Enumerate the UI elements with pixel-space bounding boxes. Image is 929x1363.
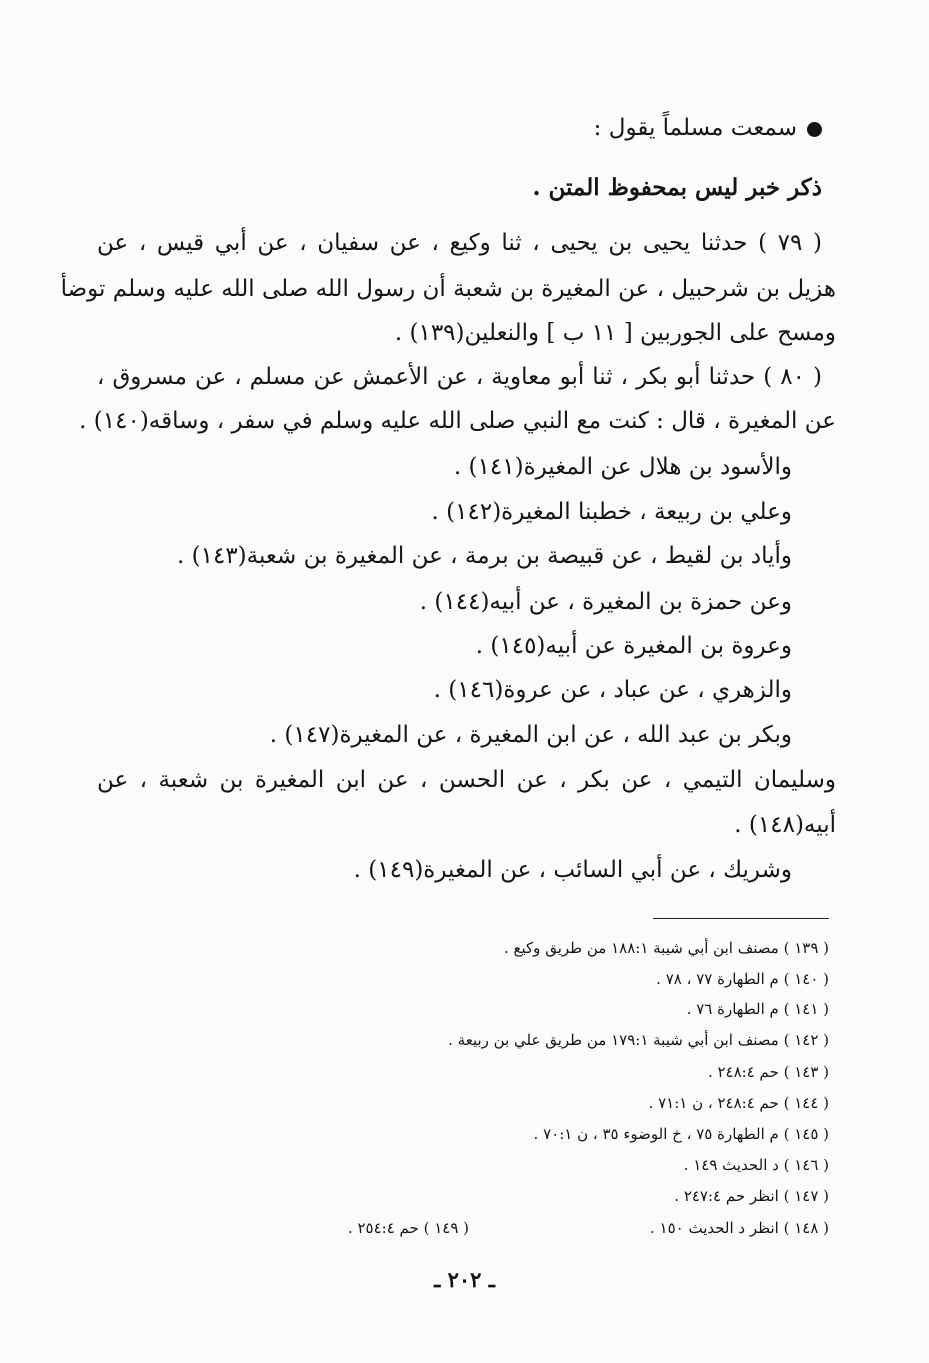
footnote: ( ١٤٥ ) م الطهارة ٧٥ ، خ الوضوء ٣٥ ، ن ٧٠:١ . [533,1125,829,1143]
text-line: وعروة بن المغيرة عن أبيه(١٤٥) . [475,633,792,659]
footnote: ( ١٤٠ ) م الطهارة ٧٧ ، ٧٨ . [656,970,829,988]
footnote: ( ١٤٢ ) مصنف ابن أبي شيبة ١٧٩:١ من طريق علي بن ربيعة . [448,1031,829,1049]
text-line: وعن حمزة بن المغيرة ، عن أبيه(١٤٤) . [419,589,792,615]
text-line: هزيل بن شرحبيل ، عن المغيرة بن شعبة أن رسول الله صلى الله عليه وسلم توضأ [60,276,836,302]
footnote: ( ١٤٤ ) حم ٢٤٨:٤ ، ن ٧١:١ . [648,1094,829,1112]
text-line: وشريك ، عن أبي السائب ، عن المغيرة(١٤٩) . [353,857,792,883]
section-heading: ذكر خبر ليس بمحفوظ المتن . [532,174,822,201]
footnote-divider [653,918,829,919]
text-line: والزهري ، عن عباد ، عن عروة(١٤٦) . [433,677,792,703]
intro-line [594,113,822,143]
text-line: ومسح على الجوربين [ ١١ ب ] والنعلين(١٣٩) . [394,320,836,346]
page-number: ـ ٢٠٢ ـ [434,1267,495,1292]
intro-text: سمعت مسلماً يقول : [593,115,797,141]
footnote: ( ١٣٩ ) مصنف ابن أبي شيبة ١٨٨:١ من طريق وكيع . [504,939,829,957]
text-line: ( ٧٩ ) حدثنا يحيى بن يحيى ، ثنا وكيع ، عن سفيان ، عن أبي قيس ، عن [97,230,822,256]
footnote: ( ١٤٧ ) انظر حم ٢٤٧:٤ . [674,1187,829,1205]
text-line: وبكر بن عبد الله ، عن ابن المغيرة ، عن المغيرة(١٤٧) . [269,722,792,748]
footnote: ( ١٤٩ ) حم ٢٥٤:٤ . [347,1219,469,1237]
footnote: ( ١٤٣ ) حم ٢٤٨:٤ . [707,1063,829,1081]
text-line: وأياد بن لقيط ، عن قبيصة بن برمة ، عن المغيرة بن شعبة(١٤٣) . [177,543,792,569]
text-line: وسليمان التيمي ، عن بكر ، عن الحسن ، عن ابن المغيرة بن شعبة ، عن [97,767,836,793]
footnote: ( ١٤١ ) م الطهارة ٧٦ . [686,1000,829,1018]
text-line: عن المغيرة ، قال : كنت مع النبي صلى الله عليه وسلم في سفر ، وساقه(١٤٠) . [79,408,836,434]
text-line: والأسود بن هلال عن المغيرة(١٤١) . [453,454,792,480]
bullet-icon [807,122,822,137]
text-line: ( ٨٠ ) حدثنا أبو بكر ، ثنا أبو معاوية ، عن الأعمش عن مسلم ، عن مسروق ، [97,364,822,390]
footnote: ( ١٤٨ ) انظر د الحديث ١٥٠ . [649,1219,829,1237]
text-line: أبيه(١٤٨) . [734,812,836,838]
footnote: ( ١٤٦ ) د الحديث ١٤٩ . [683,1156,829,1174]
text-line: وعلي بن ربيعة ، خطبنا المغيرة(١٤٢) . [431,499,792,525]
